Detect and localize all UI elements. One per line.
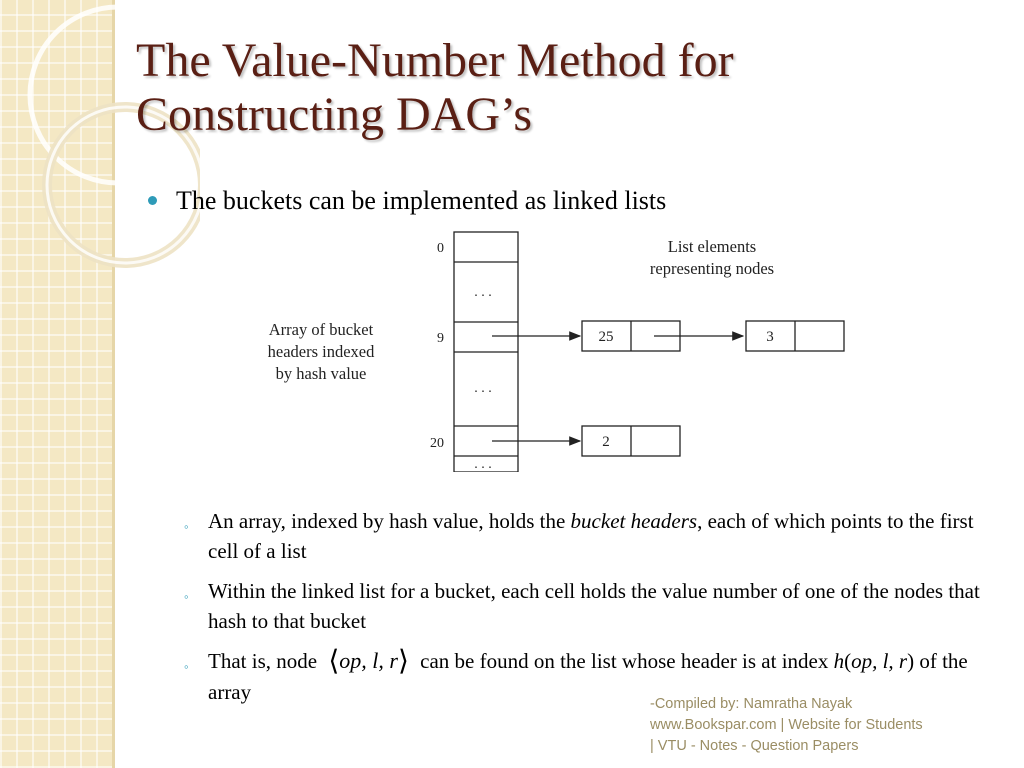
- hash-func-name: h: [833, 649, 845, 673]
- footer-credits: [650, 694, 1010, 757]
- slide-title: [136, 34, 996, 142]
- math-open-angle: ⟨: [328, 646, 340, 677]
- sub-bullet-mark-icon: ◦: [184, 589, 189, 604]
- index-20: 20: [430, 436, 444, 451]
- sub-bullet-3-text-a: That is, node: [208, 649, 323, 673]
- bullet-dot-icon: [148, 196, 157, 205]
- sub-bullet-1-emphasis: bucket headers: [570, 509, 698, 533]
- list-node-2: [582, 426, 680, 456]
- bucket-diagram: [240, 228, 860, 478]
- index-9: 9: [437, 331, 444, 346]
- sub-bullet-1-text-a: An array, indexed by hash value, holds the: [208, 509, 571, 533]
- hash-func-open-paren: (: [844, 649, 852, 673]
- list-node-3: [746, 321, 844, 351]
- sub-bullet-1: [184, 506, 1004, 566]
- caption-left-1: Array of bucket: [268, 320, 374, 339]
- pointer-arrows: [492, 336, 743, 441]
- caption-left-3: by hash value: [275, 364, 367, 383]
- caption-right-2: representing nodes: [649, 259, 775, 278]
- index-0: 0: [437, 241, 444, 256]
- math-close-angle: ⟩: [397, 646, 409, 677]
- sub-bullet-3-text-c: of the array: [208, 649, 968, 704]
- footer-line-1: -Compiled by: Namratha Nayak: [650, 696, 853, 712]
- footer-line-3: | VTU - Notes - Question Papers: [650, 738, 859, 754]
- ellipsis-3: . . .: [474, 457, 492, 472]
- sub-bullet-2-text: Within the linked list for a bucket, each cell holds the value number of one of the nodes that hash to that bucket: [208, 579, 980, 633]
- main-bullet-text: The buckets can be implemented as linked lists: [176, 186, 667, 215]
- sub-bullet-3-text-b: can be found on the list whose header is at index: [414, 649, 834, 673]
- title-line-2: Constructing DAG’s: [136, 88, 532, 141]
- node-2-value: 2: [602, 434, 610, 450]
- footer-line-2: www.Bookspar.com | Website for Students: [650, 717, 923, 733]
- caption-left-2: headers indexed: [267, 342, 375, 361]
- caption-right-1: List elements: [667, 237, 757, 256]
- math-body: op, l, r: [339, 648, 398, 673]
- node-3-value: 3: [766, 329, 774, 345]
- bucket-array: [454, 232, 518, 472]
- ellipsis-1: . . .: [474, 285, 492, 300]
- hash-func-close-paren: ): [907, 649, 915, 673]
- node-25-value: 25: [598, 329, 614, 345]
- title-line-1: The Value-Number Method for: [136, 34, 734, 87]
- ellipsis-2: . . .: [474, 381, 492, 396]
- sub-bullet-2: [184, 576, 1004, 636]
- sub-bullet-1-text-b: , each of which points to the first cell of a list: [208, 509, 974, 563]
- hash-func-args: op, l, r: [851, 649, 908, 673]
- sub-bullet-mark-icon: ◦: [184, 659, 189, 674]
- node-tuple-math: [322, 646, 415, 677]
- sub-bullet-mark-icon: ◦: [184, 519, 189, 534]
